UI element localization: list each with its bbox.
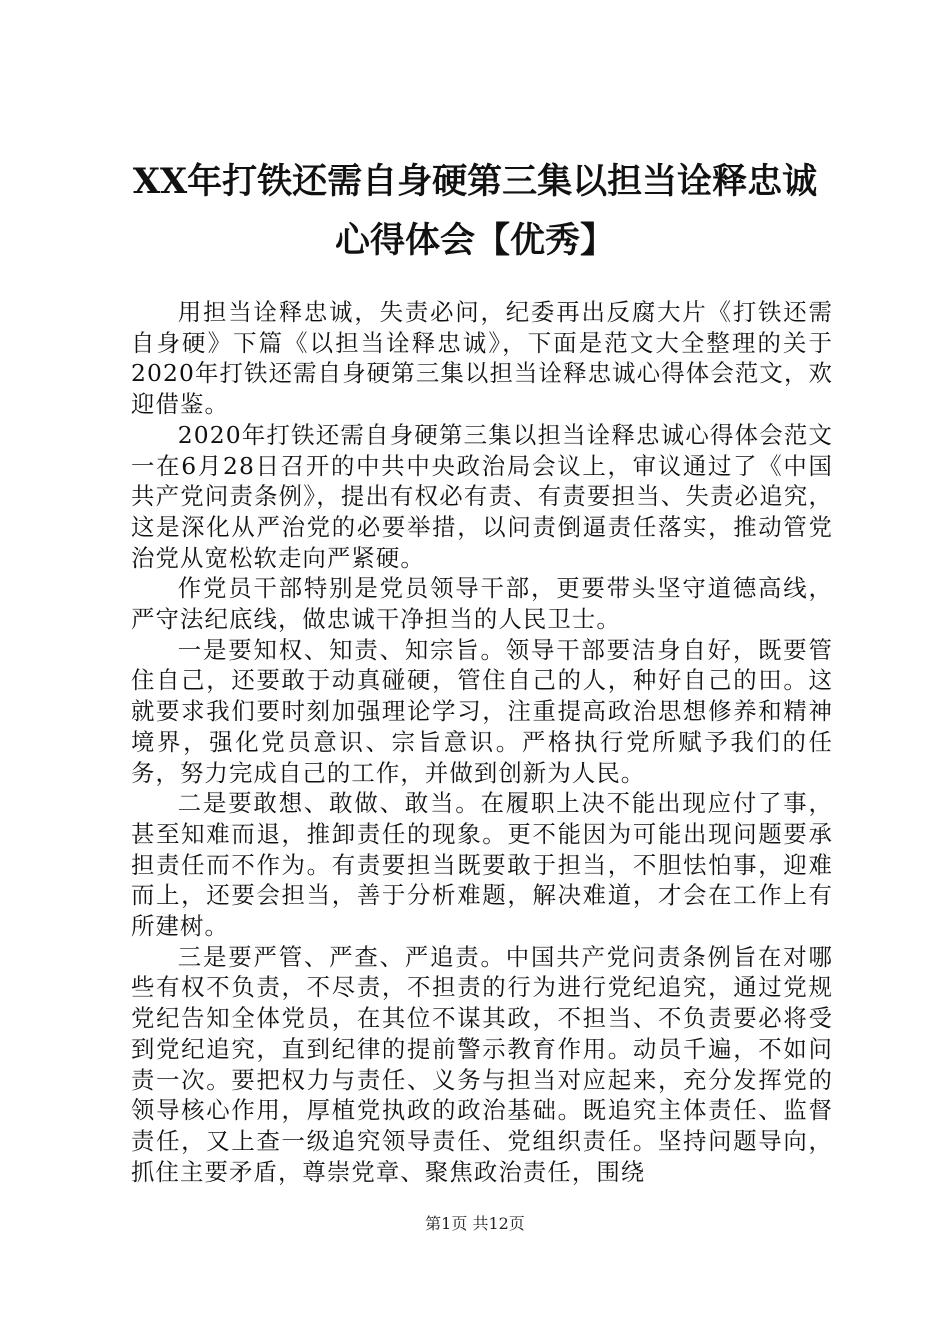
paragraph-point-one: 一是要知权、知责、知宗旨。领导干部要洁身自好，既要管住自己，还要敢于动真碰硬，管住自己的人，种好自己的田。这就要求我们要时刻加强理论学习，注重提高政治思想修养和精神境界，强化党员意识、宗旨意识。严格执行党所赋予我们的任务，努力完成自己的工作，并做到创新为人民。 xyxy=(131,635,833,787)
paragraph-cadre: 作党员干部特别是党员领导干部，更要带头坚守道德高线，严守法纪底线，做忠诚干净担当的人民卫士。 xyxy=(131,574,833,634)
paragraph-point-two: 二是要敢想、敢做、敢当。在履职上决不能出现应付了事，甚至知难而退，推卸责任的现象。更不能因为可能出现问题要承担责任而不作为。有责要担当既要敢于担当，不胆怯怕事，迎难而上，还要会担当，善于分析难题，解决难道，才会在工作上有所建树。 xyxy=(131,789,833,941)
paragraph-point-three: 三是要严管、严查、严追责。中国共产党问责条例旨在对哪些有权不负责，不尽责，不担责的行为进行党纪追究，通过党规党纪告知全体党员，在其位不谋其政，不担当、不负责要必将受到党纪追究，直到纪律的提前警示教育作用。动员千遍，不如问责一次。要把权力与责任、义务与担当对应起来，充分发挥党的领导核心作用，厚植党执政的政治基础。既追究主体责任、监督责任，又上查一级追究领导责任、党组织责任。坚持问题导向，抓住主要矛盾，尊崇党章、聚焦政治责任，围绕 xyxy=(131,942,833,1186)
page-number-footer: 第1页 共12页 xyxy=(425,1214,525,1233)
document-title-line-1: XX年打铁还需自身硬第三集以担当诠释忠诚 xyxy=(132,161,818,202)
document-title-line-2: 心得体会【优秀】 xyxy=(334,220,615,261)
paragraph-essay-one: 2020年打铁还需自身硬第三集以担当诠释忠诚心得体会范文一在6月28日召开的中共中央政治局会议上，审议通过了《中国共产党问责条例》，提出有权必有责、有责要担当、失责必追究，这是深化从严治党的必要举措，以问责倒逼责任落实，推动管党治党从宽松软走向严紧硬。 xyxy=(131,420,833,572)
document-body xyxy=(131,297,833,1187)
paragraph-intro: 用担当诠释忠诚，失责必问，纪委再出反腐大片《打铁还需自身硬》下篇《以担当诠释忠诚》，下面是范文大全整理的关于2020年打铁还需自身硬第三集以担当诠释忠诚心得体会范文，欢迎借鉴。 xyxy=(131,298,833,419)
